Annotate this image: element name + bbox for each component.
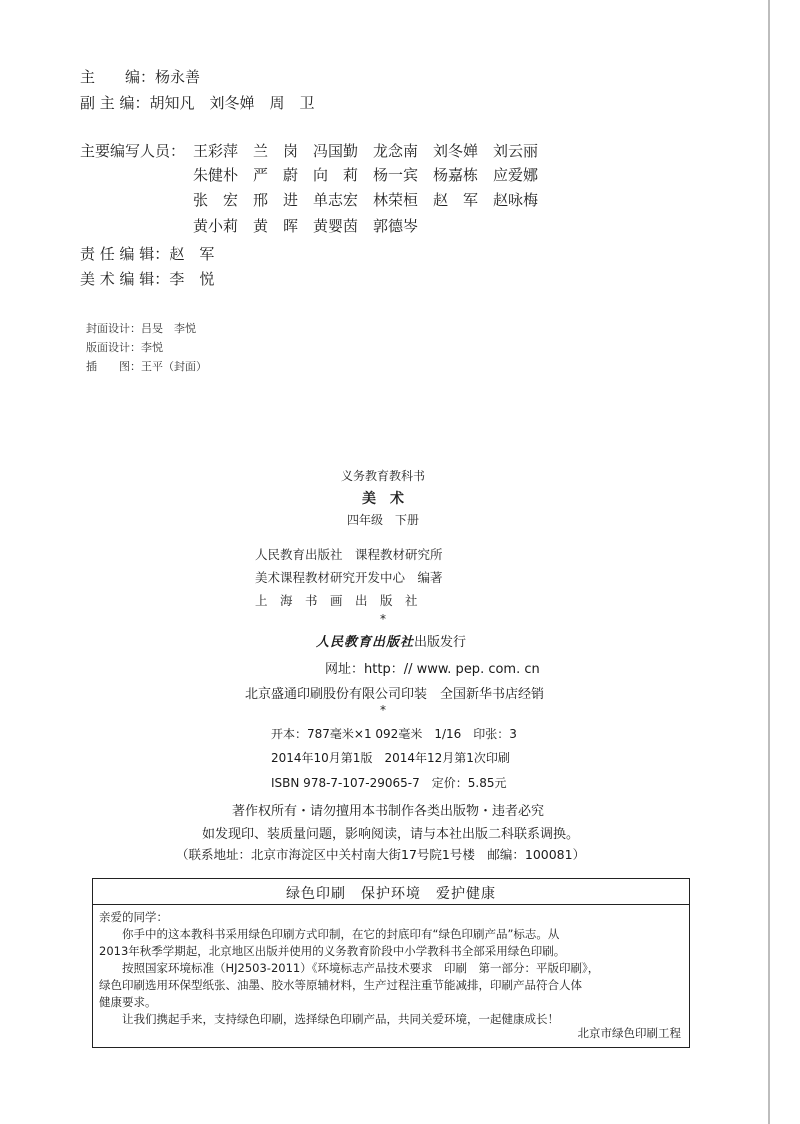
art-editor-line — [80, 268, 214, 290]
responsible-editor-names: 赵 军 — [169, 245, 215, 263]
website-line — [325, 658, 540, 677]
illustration-credit: 插 图：王平（封面） — [86, 360, 207, 373]
green-printing-notice — [92, 878, 690, 1048]
notice-greeting: 亲爱的同学： — [99, 910, 168, 924]
publisher-line: 人民教育出版社 课程教材研究所 — [255, 547, 443, 562]
separator-star: * — [380, 612, 386, 626]
page-edge — [768, 0, 770, 1124]
website-url: http：// www. pep. com. cn — [364, 662, 540, 677]
separator-star: * — [380, 703, 386, 717]
publisher-line: 上 海 书 画 出 版 社 — [255, 593, 418, 608]
art-editor-names: 李 悦 — [169, 270, 215, 288]
format-spec: 开本：787毫米×1 092毫米 1/16 印张：3 — [271, 727, 517, 741]
art-editor-label: 美 术 编 辑： — [80, 270, 170, 288]
printer-line: 北京盛通印刷股份有限公司印装 全国新华书店经销 — [245, 687, 545, 702]
notice-line: 2013年秋季学期起，北京地区出版并使用的义务教育阶段中小学教科书全部采用绿色印刷。 — [99, 944, 566, 958]
chief-editor-label: 主 编： — [80, 68, 156, 86]
writers-row: 张 宏 邢 进 单志宏 林荣桓 赵 军 赵咏梅 — [193, 191, 539, 209]
notice-line: 健康要求。 — [99, 995, 157, 1009]
writers-row: 朱健朴 严 蔚 向 莉 杨一宾 杨嘉栋 应爱娜 — [193, 166, 539, 184]
cover-design-credit: 封面设计：吕旻 李悦 — [86, 322, 196, 335]
notice-signature: 北京市绿色印刷工程 — [577, 1026, 681, 1040]
notice-body — [99, 909, 685, 1028]
issuer-line — [316, 631, 466, 650]
book-series: 义务教育教科书 — [340, 469, 425, 483]
notice-line: 让我们携起手来，支持绿色印刷，选择绿色印刷产品，共同关爱环境，一起健康成长！ — [122, 1012, 559, 1026]
deputy-editor-line — [80, 92, 315, 114]
notice-line: 按照国家环境标准（HJ2503-2011）《环境标志产品技术要求 印刷 第一部分：平版印刷》， — [122, 961, 600, 975]
layout-design-credit: 版面设计：李悦 — [86, 341, 163, 354]
notice-heading: 绿色印刷 保护环境 爱护健康 — [286, 886, 496, 902]
responsible-editor-line — [80, 243, 214, 265]
chief-editor-line — [80, 66, 200, 88]
notice-divider — [93, 904, 689, 905]
book-grade: 四年级 下册 — [346, 513, 419, 527]
deputy-editor-label: 副 主 编： — [80, 94, 150, 112]
contact-address: （联系地址：北京市海淀区中关村南大街17号院1号楼 邮编：100081） — [176, 847, 586, 862]
publisher-logo-stamp: 人民教育出版社 — [316, 635, 415, 650]
book-title: 美 术 — [362, 491, 404, 507]
copyright-notice: 著作权所有・请勿擅用本书制作各类出版物・违者必究 — [232, 804, 545, 819]
writers-row: 王彩萍 兰 岗 冯国勤 龙念南 刘冬婵 刘云丽 — [193, 142, 539, 160]
writers-label: 主要编写人员： — [80, 142, 186, 160]
chief-editor-names: 杨永善 — [155, 68, 201, 86]
deputy-editor-names: 胡知凡 刘冬婵 周 卫 — [149, 94, 315, 112]
edition-spec: 2014年10月第1版 2014年12月第1次印刷 — [271, 751, 510, 765]
quality-notice: 如发现印、装质量问题，影响阅读，请与本社出版二科联系调换。 — [202, 827, 580, 842]
publisher-line: 美术课程教材研究开发中心 编著 — [255, 570, 443, 585]
writers-row: 黄小莉 黄 晖 黄婴茵 郭德岑 — [193, 217, 419, 235]
website-label: 网址： — [325, 662, 365, 677]
isbn-price: ISBN 978-7-107-29065-7 定价：5.85元 — [271, 776, 507, 790]
notice-line: 你手中的这本教科书采用绿色印刷方式印制，在它的封底印有“绿色印刷产品”标志。从 — [122, 927, 560, 941]
notice-line: 绿色印刷选用环保型纸张、油墨、胶水等原辅材料，生产过程注重节能减排，印刷产品符合人体 — [99, 978, 582, 992]
responsible-editor-label: 责 任 编 辑： — [80, 245, 170, 263]
issuer-suffix: 出版发行 — [414, 635, 467, 650]
